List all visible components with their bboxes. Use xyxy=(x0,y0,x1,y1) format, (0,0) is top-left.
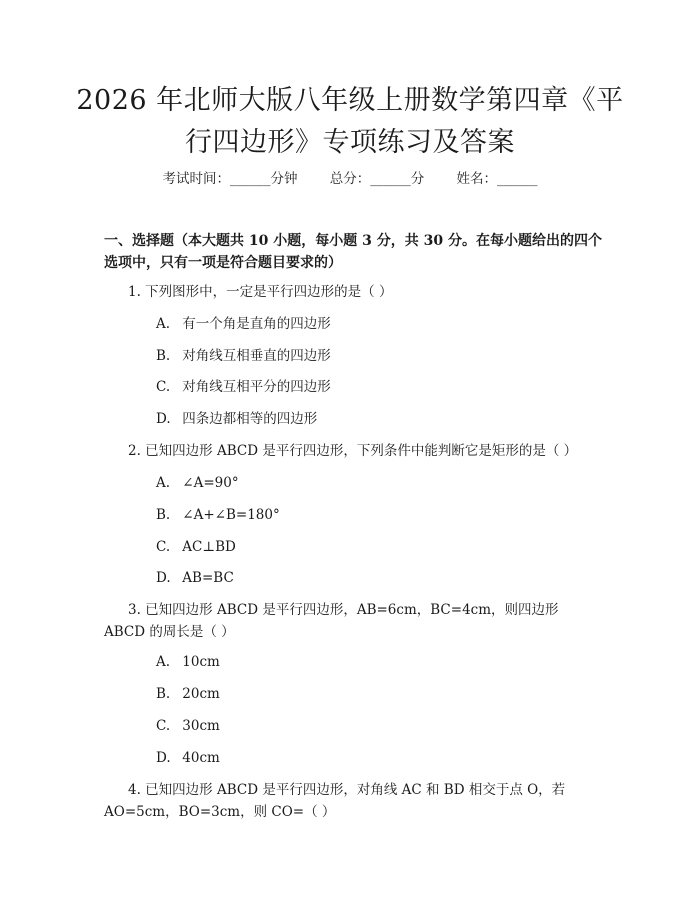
title-line-1: 2026 年北师大版八年级上册数学第四章《平 xyxy=(76,85,624,116)
question-1: 1. 下列图形中，一定是平行四边形的是（ ） xyxy=(128,284,393,300)
option-label: D. xyxy=(156,750,171,766)
option-text: 对角线互相平分的四边形 xyxy=(182,379,331,395)
option-text: AC⊥BD xyxy=(182,539,236,555)
exam-info xyxy=(0,167,700,187)
question-3-option-d xyxy=(156,748,220,768)
question-3-option-c xyxy=(156,716,220,736)
exam-time: 考试时间：______分钟 xyxy=(162,171,298,187)
option-label: D. xyxy=(156,411,171,427)
option-text: ∠A=90° xyxy=(182,475,239,491)
question-1-option-a xyxy=(156,314,331,334)
question-1-option-b xyxy=(156,346,331,366)
question-1-option-d xyxy=(156,409,317,429)
exam-name: 姓名：______ xyxy=(456,171,538,187)
option-label: C. xyxy=(156,539,171,555)
option-text: 有一个角是直角的四边形 xyxy=(182,316,331,332)
section-heading: 一、选择题（本大题共 10 小题，每小题 3 分，共 30 分。在每小题给出的四个选项中，只有一项是符合题目要求的） xyxy=(104,233,602,271)
question-3: 3. 已知四边形 ABCD 是平行四边形，AB=6cm，BC=4cm，则四边形 ABCD 的周长是（ ） xyxy=(104,602,559,640)
option-text: 对角线互相垂直的四边形 xyxy=(182,348,331,364)
option-label: A. xyxy=(156,316,171,332)
option-label: B. xyxy=(156,348,171,364)
question-2-option-d xyxy=(156,568,234,588)
question-1-option-c xyxy=(156,377,331,397)
question-2: 2. 已知四边形 ABCD 是平行四边形，下列条件中能判断它是矩形的是（ ） xyxy=(128,443,578,459)
option-text: 10cm xyxy=(182,654,220,670)
option-label: B. xyxy=(156,507,171,523)
question-2-option-c xyxy=(156,537,236,557)
document-title xyxy=(60,80,640,164)
question-3-option-a xyxy=(156,652,220,672)
question-4: 4. 已知四边形 ABCD 是平行四边形，对角线 AC 和 BD 相交于点 O，若 AO=5cm，BO=3cm，则 CO=（ ） xyxy=(104,782,566,820)
question-3-option-b xyxy=(156,684,220,704)
question-2-option-a xyxy=(156,473,239,493)
option-text: 20cm xyxy=(182,686,220,702)
question-2-option-b xyxy=(156,505,280,525)
option-text: AB=BC xyxy=(182,570,234,586)
option-text: 四条边都相等的四边形 xyxy=(182,411,318,427)
title-line-2: 行四边形》专项练习及答案 xyxy=(185,127,515,158)
option-label: B. xyxy=(156,686,171,702)
option-label: A. xyxy=(156,654,171,670)
option-text: 30cm xyxy=(182,718,220,734)
option-label: A. xyxy=(156,475,171,491)
option-label: D. xyxy=(156,570,171,586)
option-label: C. xyxy=(156,718,171,734)
exam-score: 总分：______分 xyxy=(329,171,425,187)
option-text: ∠A+∠B=180° xyxy=(182,507,280,523)
option-label: C. xyxy=(156,379,171,395)
option-text: 40cm xyxy=(182,750,220,766)
